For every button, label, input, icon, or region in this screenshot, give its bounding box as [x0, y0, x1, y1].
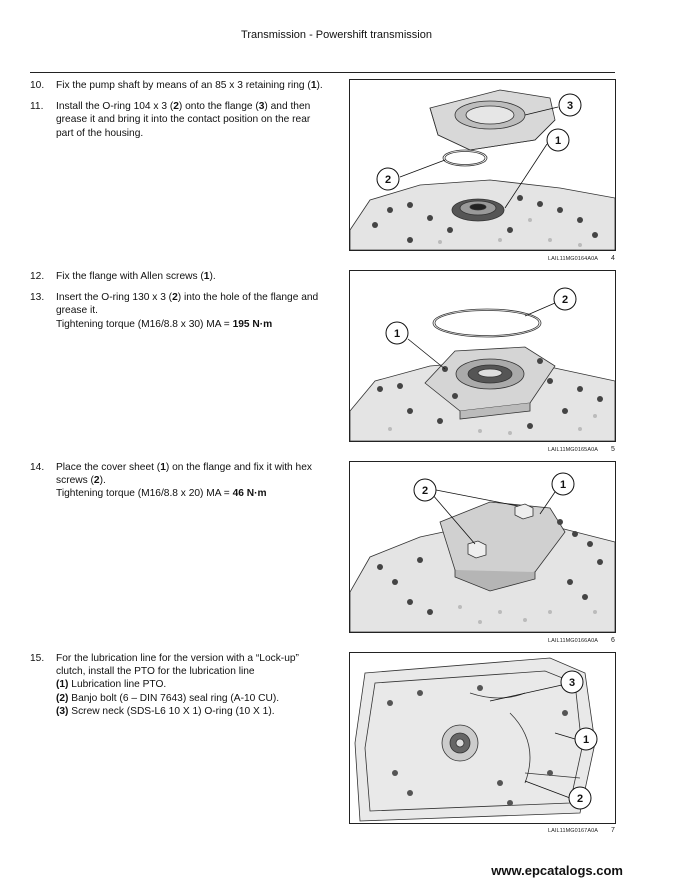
- figure-7: [349, 652, 616, 824]
- step-group-10-11: [30, 79, 326, 140]
- callout-label: 3: [568, 677, 576, 689]
- callout-label: 1: [559, 479, 567, 491]
- step-text: Fix the pump shaft by means of an 85 x 3 retaining ring (1).: [56, 80, 323, 91]
- callout-label: 3: [566, 100, 574, 112]
- page-header-title: Transmission - Powershift transmission: [241, 29, 432, 41]
- header-rule: [30, 72, 615, 73]
- figure-number: 5: [611, 446, 615, 453]
- step-14: [30, 461, 326, 501]
- torque-value: 195 N·m: [232, 318, 273, 330]
- step-text: Place the cover sheet (1) on the flange and fix it with hex screws (2). Tightening torque (M16/8.8 x 20) MA = 46 N·m: [56, 462, 312, 500]
- figure-7-illustration: [350, 653, 615, 823]
- step-text: Insert the O-ring 130 x 3 (2) into the hole of the flange and grease it. Tightening torque (M16/8.8 x 30) MA = 195 N·m: [56, 292, 319, 330]
- figure-code: LAIL11MG0167A0A: [548, 828, 599, 834]
- callout-label: 2: [384, 174, 392, 186]
- figure-6-illustration: [350, 462, 615, 632]
- step-group-12-13: [30, 270, 326, 331]
- item-number: (3): [56, 705, 69, 717]
- step-number: 13.: [30, 292, 45, 304]
- figure-code: LAIL11MG0166A0A: [548, 638, 599, 644]
- step-10: [30, 79, 326, 92]
- callout-label: 1: [393, 328, 401, 340]
- step-12: [30, 270, 326, 283]
- figure-6: [349, 461, 616, 633]
- figure-number: 6: [611, 637, 615, 644]
- item-text: Screw neck (SDS-L6 10 X 1) O-ring (10 X 1).: [68, 705, 275, 717]
- step-number: 15.: [30, 653, 45, 664]
- item-number: (2): [56, 692, 69, 704]
- step-text: For the lubrication line for the version with a “Lock-up” clutch, install the PTO for the lubrication line (1) Lubrication line PTO. (2) Banjo bolt (6 – DIN 7643) seal ring (A-10 CU). (3) Screw neck (SDS-L6 10 X 1) O-ring (10 X 1).: [56, 653, 299, 717]
- callout-label: 1: [554, 135, 562, 147]
- step-group-15: [30, 652, 326, 718]
- item-number: (1): [56, 679, 69, 691]
- callout-label: 1: [582, 734, 590, 746]
- step-11: [30, 100, 326, 140]
- figure-code: LAIL11MG0165A0A: [548, 447, 599, 453]
- torque-label: Tightening torque (M16/8.8 x 20) MA =: [56, 488, 233, 500]
- step-number: 14.: [30, 462, 45, 473]
- step-text: Fix the flange with Allen screws (1).: [56, 271, 216, 282]
- footer-url[interactable]: www.epcatalogs.com: [491, 863, 623, 878]
- torque-value: 46 N·m: [232, 488, 267, 500]
- callout-label: 2: [421, 485, 429, 497]
- figure-5-illustration: [350, 271, 615, 441]
- step-number: 10.: [30, 80, 45, 91]
- figure-4: [349, 79, 616, 251]
- figure-number: 4: [611, 255, 615, 262]
- step-group-14: [30, 461, 326, 501]
- figure-5: [349, 270, 616, 442]
- torque-label: Tightening torque (M16/8.8 x 30) MA =: [56, 318, 233, 330]
- callout-label: 2: [561, 294, 569, 306]
- step-number: 12.: [30, 271, 45, 282]
- figure-4-illustration: [350, 80, 615, 250]
- item-text: Lubrication line PTO.: [68, 679, 167, 691]
- item-text: Banjo bolt (6 – DIN 7643) seal ring (A-10 CU).: [68, 692, 280, 704]
- step-number: 11.: [30, 101, 44, 113]
- step-text: Install the O-ring 104 x 3 (2) onto the flange (3) and then grease it and bring it into the contact position on the rear part of the housing.: [56, 101, 311, 139]
- callout-label: 2: [576, 793, 584, 805]
- step-13: [30, 291, 326, 331]
- figure-code: LAIL11MG0164A0A: [548, 256, 599, 262]
- step-15: [30, 652, 326, 718]
- figure-number: 7: [611, 827, 615, 834]
